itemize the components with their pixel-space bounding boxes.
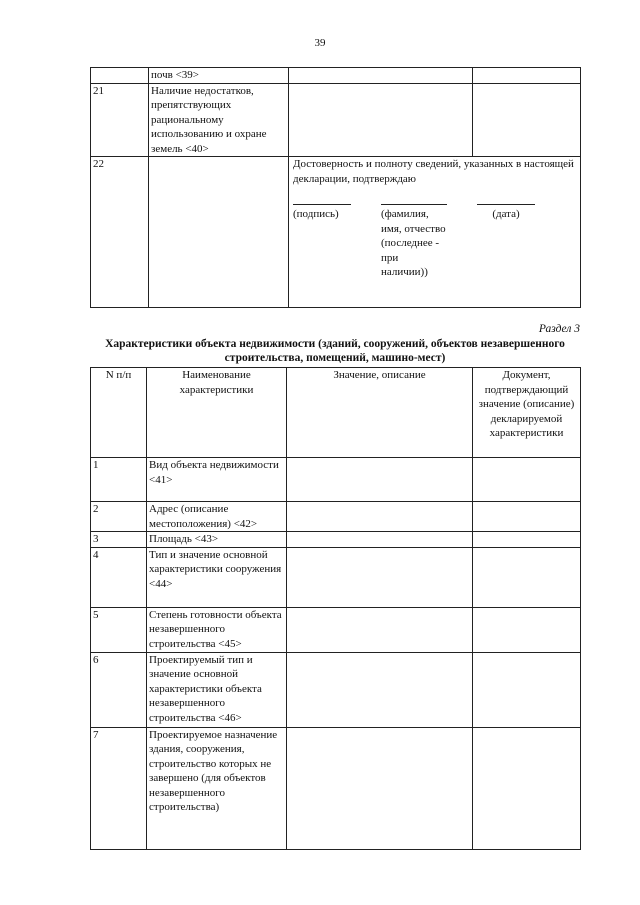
table-row: [91, 83, 581, 157]
characteristic-name-cell: Вид объекта недвижимости <41>: [147, 458, 287, 502]
table-row: [91, 547, 581, 607]
row-number-cell: [91, 68, 149, 84]
table-row: [91, 727, 581, 849]
row-number-cell: 6: [91, 652, 147, 727]
name-line: [381, 204, 447, 205]
value-cell: [287, 458, 473, 502]
declaration-row: [91, 157, 581, 308]
table-row: [91, 68, 581, 84]
date-line: [477, 204, 535, 205]
signature-field: [293, 204, 351, 280]
signature-block: [293, 204, 577, 280]
table-row: [91, 502, 581, 532]
characteristic-name-cell: Адрес (описание местоположения) <42>: [147, 502, 287, 532]
row-number-cell: 4: [91, 547, 147, 607]
land-info-table-continued: [90, 67, 581, 308]
signature-label: (подпись): [293, 208, 339, 220]
document-cell: [473, 532, 581, 548]
property-characteristics-table: [90, 367, 581, 850]
name-label: (фамилия, имя, отчество (последнее - при наличии)): [381, 208, 446, 278]
document-cell: [473, 458, 581, 502]
row-number-cell: 7: [91, 727, 147, 849]
document-cell: [473, 502, 581, 532]
document-cell: [473, 83, 581, 157]
date-field: [477, 204, 535, 280]
table-row: [91, 458, 581, 502]
value-cell: [289, 68, 473, 84]
row-number-cell: 3: [91, 532, 147, 548]
characteristic-name-cell: почв <39>: [149, 68, 289, 84]
table-row: [91, 652, 581, 727]
characteristic-name-cell: Проектируемое назначение здания, сооружения, строительство которых не завершено (для объектов незавершенного строительства): [147, 727, 287, 849]
empty-cell: [149, 157, 289, 308]
characteristic-name-cell: Тип и значение основной характеристики сооружения <44>: [147, 547, 287, 607]
section-title: Характеристики объекта недвижимости (зданий, сооружений, объектов незавершенного строительства, помещений, машино-мест): [105, 338, 565, 364]
document-cell: [473, 607, 581, 652]
document-cell: [473, 68, 581, 84]
date-label: (дата): [492, 208, 520, 220]
value-cell: [287, 607, 473, 652]
value-cell: [287, 652, 473, 727]
header-characteristic: Наименование характеристики: [147, 368, 287, 458]
declaration-cell: [289, 157, 581, 308]
document-cell: [473, 652, 581, 727]
row-number-cell: 21: [91, 83, 149, 157]
row-number-cell: 5: [91, 607, 147, 652]
row-number-cell: 2: [91, 502, 147, 532]
value-cell: [289, 83, 473, 157]
header-value: Значение, описание: [287, 368, 473, 458]
table-row: [91, 532, 581, 548]
table-header-row: [91, 368, 581, 458]
header-number: N п/п: [91, 368, 147, 458]
page-number: 39: [314, 37, 326, 49]
document-cell: [473, 727, 581, 849]
document-cell: [473, 547, 581, 607]
value-cell: [287, 727, 473, 849]
characteristic-name-cell: Степень готовности объекта незавершенного строительства <45>: [147, 607, 287, 652]
signature-line: [293, 204, 351, 205]
characteristic-name-cell: Площадь <43>: [147, 532, 287, 548]
value-cell: [287, 502, 473, 532]
row-number-cell: 22: [91, 157, 149, 308]
declaration-statement: Достоверность и полноту сведений, указанных в настоящей декларации, подтверждаю: [293, 158, 574, 185]
value-cell: [287, 547, 473, 607]
value-cell: [287, 532, 473, 548]
characteristic-name-cell: Проектируемый тип и значение основной характеристики объекта незавершенного строительства <46>: [147, 652, 287, 727]
section-label: Раздел 3: [538, 323, 580, 335]
header-document: Документ, подтверждающий значение (описание) декларируемой характеристики: [473, 368, 581, 458]
table-row: [91, 607, 581, 652]
row-number-cell: 1: [91, 458, 147, 502]
name-field: [381, 204, 447, 280]
characteristic-name-cell: Наличие недостатков, препятствующих рациональному использованию и охране земель <40>: [149, 83, 289, 157]
